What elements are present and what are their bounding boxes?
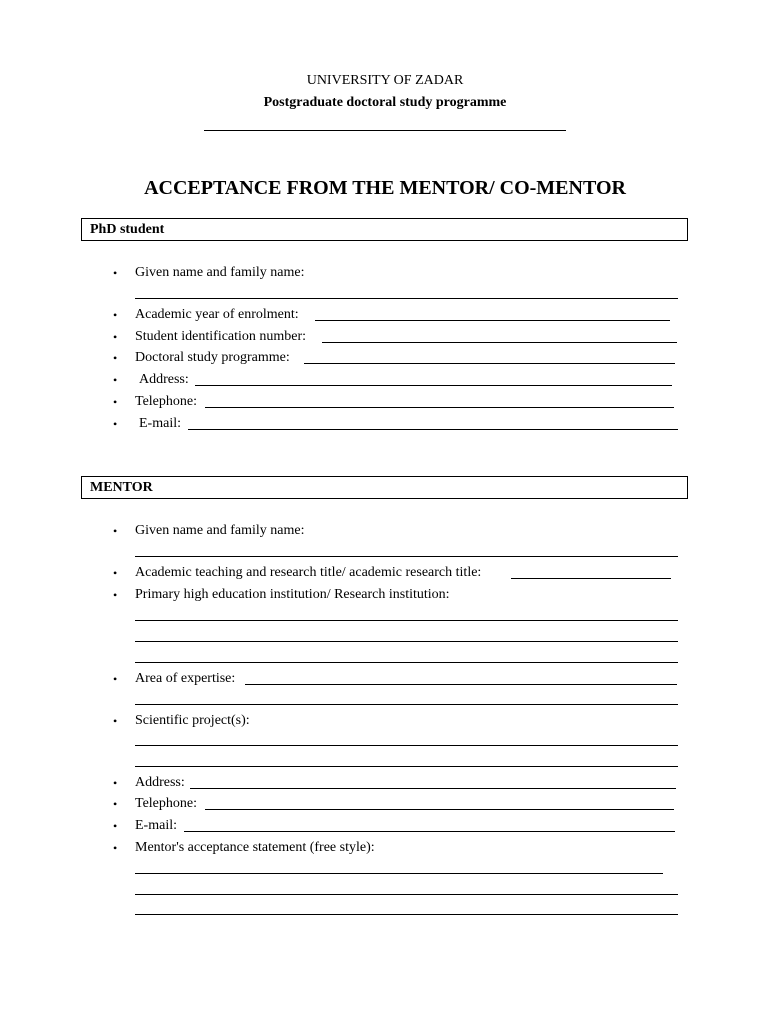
field-mentor-title[interactable]: [511, 578, 671, 579]
bullet-icon: •: [113, 395, 118, 409]
field-student-address[interactable]: [195, 385, 672, 386]
field-mentor-expertise-line2[interactable]: [135, 704, 678, 705]
field-mentor-statement-line2[interactable]: [135, 894, 678, 895]
field-student-email[interactable]: [188, 429, 678, 430]
bullet-icon: •: [113, 373, 118, 387]
programme-name: Postgraduate doctoral study programme: [263, 95, 507, 110]
field-mentor-statement-line1[interactable]: [135, 873, 663, 874]
bullet-icon: •: [113, 266, 118, 280]
field-mentor-email[interactable]: [184, 831, 675, 832]
section-header-mentor: [81, 476, 688, 499]
section-title-mentor: MENTOR: [90, 480, 153, 495]
label-student-name: Given name and family name:: [135, 265, 305, 280]
field-mentor-expertise-line1[interactable]: [245, 684, 677, 685]
label-mentor-email: E-mail:: [135, 818, 177, 833]
header-divider: [204, 130, 566, 131]
bullet-icon: •: [113, 819, 118, 833]
label-student-address: Address:: [139, 372, 189, 387]
label-student-telephone: Telephone:: [135, 394, 197, 409]
bullet-icon: •: [113, 841, 118, 855]
bullet-icon: •: [113, 588, 118, 602]
field-student-id[interactable]: [322, 342, 677, 343]
field-mentor-projects-line2[interactable]: [135, 766, 678, 767]
label-mentor-institution: Primary high education institution/ Research institution:: [135, 587, 450, 602]
label-mentor-title: Academic teaching and research title/ academic research title:: [135, 565, 482, 580]
section-title-student: PhD student: [90, 222, 165, 237]
bullet-icon: •: [113, 797, 118, 811]
page-title: ACCEPTANCE FROM THE MENTOR/ CO-MENTOR: [144, 177, 626, 199]
label-mentor-address: Address:: [135, 775, 185, 790]
bullet-icon: •: [113, 524, 118, 538]
bullet-icon: •: [113, 714, 118, 728]
bullet-icon: •: [113, 672, 118, 686]
field-mentor-projects-line1[interactable]: [135, 745, 678, 746]
label-student-programme: Doctoral study programme:: [135, 350, 290, 365]
label-student-year: Academic year of enrolment:: [135, 307, 299, 322]
field-mentor-name[interactable]: [135, 556, 678, 557]
field-mentor-statement-line3[interactable]: [135, 914, 678, 915]
field-student-name[interactable]: [135, 298, 678, 299]
label-mentor-statement: Mentor's acceptance statement (free style):: [135, 840, 375, 855]
label-mentor-expertise: Area of expertise:: [135, 671, 236, 686]
bullet-icon: •: [113, 330, 118, 344]
field-student-year[interactable]: [315, 320, 670, 321]
label-mentor-name: Given name and family name:: [135, 523, 305, 538]
field-student-programme[interactable]: [304, 363, 675, 364]
field-mentor-institution-line3[interactable]: [135, 662, 678, 663]
bullet-icon: •: [113, 417, 118, 431]
label-student-id: Student identification number:: [135, 329, 307, 344]
field-student-telephone[interactable]: [205, 407, 674, 408]
section-header-student: [81, 218, 688, 241]
field-mentor-telephone[interactable]: [205, 809, 674, 810]
bullet-icon: •: [113, 351, 118, 365]
field-mentor-institution-line2[interactable]: [135, 641, 678, 642]
label-mentor-projects: Scientific project(s):: [135, 713, 250, 728]
bullet-icon: •: [113, 776, 118, 790]
field-mentor-address[interactable]: [190, 788, 676, 789]
university-name: UNIVERSITY OF ZADAR: [306, 73, 464, 88]
label-mentor-telephone: Telephone:: [135, 796, 197, 811]
label-student-email: E-mail:: [139, 416, 181, 431]
field-mentor-institution-line1[interactable]: [135, 620, 678, 621]
bullet-icon: •: [113, 566, 118, 580]
bullet-icon: •: [113, 308, 118, 322]
